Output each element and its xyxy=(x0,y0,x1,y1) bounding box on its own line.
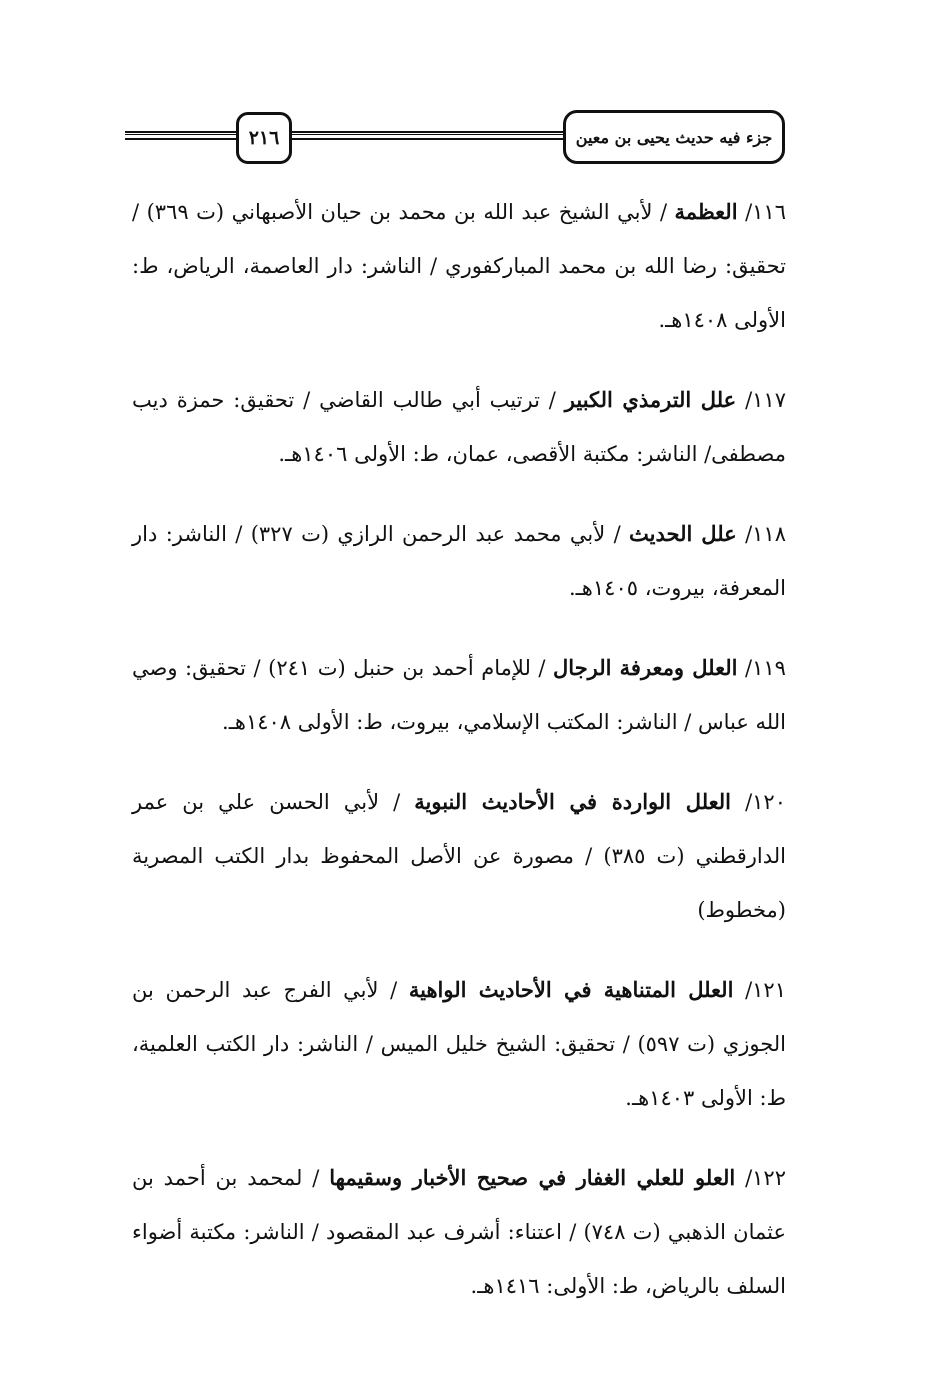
book-title: جزء فيه حديث يحيى بن معين xyxy=(575,127,773,147)
entry-title: العلل المتناهية في الأحاديث الواهية xyxy=(408,977,734,1002)
bibliography-entry-117 xyxy=(132,373,786,481)
entry-number: ١٢٠/ xyxy=(745,790,786,814)
entry-details: / للإمام أحمد بن حنبل (ت ٢٤١) / تحقيق: وصي الله عباس / الناشر: المكتب الإسلامي، بيروت، ط: الأولى ١٤٠٨هـ. xyxy=(132,656,786,734)
entry-title: العلل ومعرفة الرجال xyxy=(553,655,738,680)
book-title-frame xyxy=(563,110,785,164)
bibliography-entry-118 xyxy=(132,507,786,615)
header-rule-left xyxy=(125,131,238,140)
entry-title: العظمة xyxy=(674,199,738,224)
entry-title: علل الترمذي الكبير xyxy=(564,387,737,412)
header-rule-middle xyxy=(290,131,565,140)
bibliography-entry-121 xyxy=(132,963,786,1125)
entry-number: ١١٧/ xyxy=(745,388,786,412)
entry-number: ١٢١/ xyxy=(745,978,786,1002)
bibliography-entry-120 xyxy=(132,775,786,937)
entry-details: / لأبي الحسن علي بن عمر الدارقطني (ت ٣٨٥) / مصورة عن الأصل المحفوظ بدار الكتب المصرية (مخطوط) xyxy=(132,790,786,922)
bibliography-entry-122 xyxy=(132,1151,786,1313)
page-header xyxy=(0,0,938,180)
bibliography-entry-116 xyxy=(132,185,786,347)
page-number-frame xyxy=(236,112,292,164)
entry-title: العلل الواردة في الأحاديث النبوية xyxy=(414,789,732,814)
entry-title: علل الحديث xyxy=(629,521,737,546)
entry-details: / لمحمد بن أحمد بن عثمان الذهبي (ت ٧٤٨) / اعتناء: أشرف عبد المقصود / الناشر: مكتبة أضواء السلف بالرياض، ط: الأولى: ١٤١٦هـ. xyxy=(132,1166,786,1298)
entry-details: / لأبي الشيخ عبد الله بن محمد بن حيان الأصبهاني (ت ٣٦٩) / تحقيق: رضا الله بن محمد المباركفوري / الناشر: دار العاصمة، الرياض، ط: الأولى ١٤٠٨هـ. xyxy=(132,200,786,332)
entry-details: / ترتيب أبي طالب القاضي / تحقيق: حمزة ديب مصطفى/ الناشر: مكتبة الأقصى، عمان، ط: الأولى ١٤٠٦هـ. xyxy=(132,388,786,466)
page-number: ٢١٦ xyxy=(248,127,280,149)
entry-number: ١٢٢/ xyxy=(745,1166,786,1190)
entry-number: ١١٨/ xyxy=(745,522,786,546)
entry-title: العلو للعلي الغفار في صحيح الأخبار وسقيمها xyxy=(329,1165,736,1190)
entry-number: ١١٦/ xyxy=(745,200,786,224)
entry-number: ١١٩/ xyxy=(745,656,786,680)
entry-details: / لأبي محمد عبد الرحمن الرازي (ت ٣٢٧) / الناشر: دار المعرفة، بيروت، ١٤٠٥هـ. xyxy=(132,522,786,600)
bibliography-list xyxy=(132,185,786,1339)
entry-details: / لأبي الفرج عبد الرحمن بن الجوزي (ت ٥٩٧) / تحقيق: الشيخ خليل الميس / الناشر: دار الكتب العلمية، ط: الأولى ١٤٠٣هـ. xyxy=(132,978,787,1110)
bibliography-entry-119 xyxy=(132,641,786,749)
